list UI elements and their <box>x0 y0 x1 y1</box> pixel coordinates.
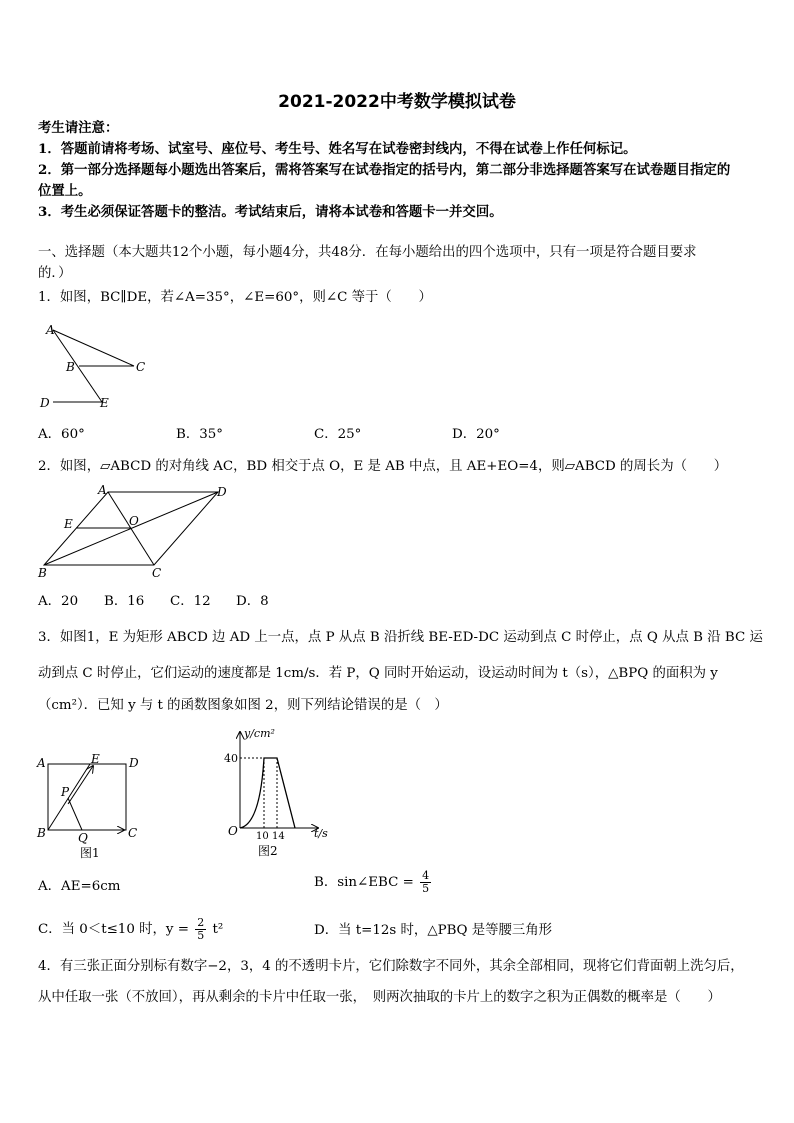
q1-label-c: C <box>136 360 146 374</box>
q3-fig1-caption: 图1 <box>80 846 100 860</box>
q3-fig1-label-a: A <box>37 756 46 770</box>
q1-option-d: D．20° <box>452 427 500 442</box>
q3-fig1-label-d: D <box>129 756 139 770</box>
q2-option-b: B．16 <box>104 594 145 609</box>
q3-option-c-fraction <box>195 917 206 942</box>
q3-option-b-denominator: 5 <box>422 882 430 895</box>
q1-label-b: B <box>66 360 75 374</box>
section-heading-cont: 的．） <box>38 266 72 281</box>
q3-option-c-text: C．当 0＜t≤10 时，y = <box>38 922 189 937</box>
q3-option-a: A．AE=6cm <box>38 879 121 894</box>
q3-fig1-label-c: C <box>128 826 138 840</box>
q3-stem-line-1: 3．如图1，E 为矩形 ABCD 边 AD 上一点，点 P 从点 B 沿折线 BE-ED-DC 运动到点 C 时停止，点 Q 从点 B 沿 BC 运 <box>38 630 763 645</box>
q3-option-c-suffix: t² <box>212 922 224 937</box>
q2-option-a: A．20 <box>38 594 79 609</box>
q3-rectangle <box>48 764 126 830</box>
q3-option-c-numerator: 2 <box>197 916 205 929</box>
q1-label-d: D <box>40 396 50 410</box>
q1-option-a: A．60° <box>38 427 85 442</box>
q3-option-c-denominator: 5 <box>197 929 205 942</box>
q3-fig1-label-q: Q <box>78 831 88 845</box>
q2-option-c: C．12 <box>170 594 211 609</box>
q3-option-b <box>314 870 433 895</box>
q2-label-o: O <box>129 514 139 528</box>
notice-item-2-cont: 位置上。 <box>38 183 92 199</box>
q2-label-b: B <box>38 566 47 580</box>
q3-fig1-label-b: B <box>37 826 46 840</box>
q2-label-c: C <box>152 566 162 580</box>
q3-fig2-x14: 14 <box>272 831 285 842</box>
notice-item-1: 1．答题前请将考场、试室号、座位号、考生号、姓名写在试卷密封线内，不得在试卷上作任何标记。 <box>38 141 637 157</box>
notice-item-3: 3．考生必须保证答题卡的整洁。考试结束后，请将本试卷和答题卡一并交回。 <box>38 204 503 220</box>
q3-function-curve <box>240 758 295 828</box>
q1-label-a: A <box>46 323 55 337</box>
q3-fig1-label-p: P <box>61 785 70 799</box>
q3-segment-pq <box>68 798 82 830</box>
q4-stem-line-1: 4．有三张正面分别标有数字−2，3，4 的不透明卡片，它们除数字不同外，其余全部相同，现将它们背面朝上洗匀后， <box>38 959 744 974</box>
q1-stem: 1．如图，BC∥DE，若∠A=35°，∠E=60°，则∠C 等于（ ） <box>38 290 432 305</box>
q3-stem-line-2: 动到点 C 时停止，它们运动的速度都是 1cm/s．若 P，Q 同时开始运动，设运动时间为 t（s），△BPQ 的面积为 y <box>38 666 718 681</box>
q3-option-b-numerator: 4 <box>422 869 430 882</box>
q2-figure <box>36 483 232 581</box>
q3-figure-1 <box>36 750 148 862</box>
q4-stem-line-2: 从中任取一张（不放回），再从剩余的卡片中任取一张， 则两次抽取的卡片上的数字之积为正偶数的概率是（ ） <box>38 990 721 1005</box>
q2-label-e: E <box>64 517 73 531</box>
q3-fig2-xlabel: t/s <box>314 827 328 840</box>
q3-path-arrow <box>68 766 93 804</box>
q2-label-d: D <box>217 485 227 499</box>
q3-stem-line-3: （cm²）．已知 y 与 t 的函数图象如图 2，则下列结论错误的是（ ） <box>38 698 448 713</box>
q1-label-e: E <box>100 396 109 410</box>
q3-option-b-text: B．sin∠EBC = <box>314 875 414 890</box>
q1-figure <box>36 316 152 412</box>
q3-figure-2 <box>222 724 338 862</box>
q3-option-d: D．当 t=12s 时，△PBQ 是等腰三角形 <box>314 923 553 938</box>
q2-option-d: D．8 <box>236 594 269 609</box>
q3-fig2-caption: 图2 <box>258 844 278 858</box>
notice-item-2: 2．第一部分选择题每小题选出答案后，需将答案写在试卷指定的括号内，第二部分非选择题答案写在试卷题目指定的 <box>38 162 731 178</box>
q3-fig2-x10: 10 <box>256 831 269 842</box>
q3-fig2-y40: 40 <box>224 752 238 765</box>
q1-option-c: C．25° <box>314 427 362 442</box>
q3-fig2-origin: O <box>228 824 238 838</box>
q1-option-b: B．35° <box>176 427 223 442</box>
q3-fig2-ylabel: y/cm² <box>244 727 275 740</box>
section-heading: 一、选择题（本大题共12个小题，每小题4分，共48分．在每小题给出的四个选项中，只有一项是符合题目要求 <box>38 245 697 260</box>
q2-label-a: A <box>98 483 107 497</box>
page-title: 2021-2022中考数学模拟试卷 <box>278 92 516 112</box>
q2-stem: 2．如图，▱ABCD 的对角线 AC，BD 相交于点 O，E 是 AB 中点，且 AE+EO=4，则▱ABCD 的周长为（ ） <box>38 459 728 474</box>
notice-heading: 考生请注意： <box>38 120 119 136</box>
q3-option-b-fraction <box>420 870 431 895</box>
q3-fig1-label-e: E <box>91 752 100 766</box>
q3-option-c <box>38 917 223 942</box>
